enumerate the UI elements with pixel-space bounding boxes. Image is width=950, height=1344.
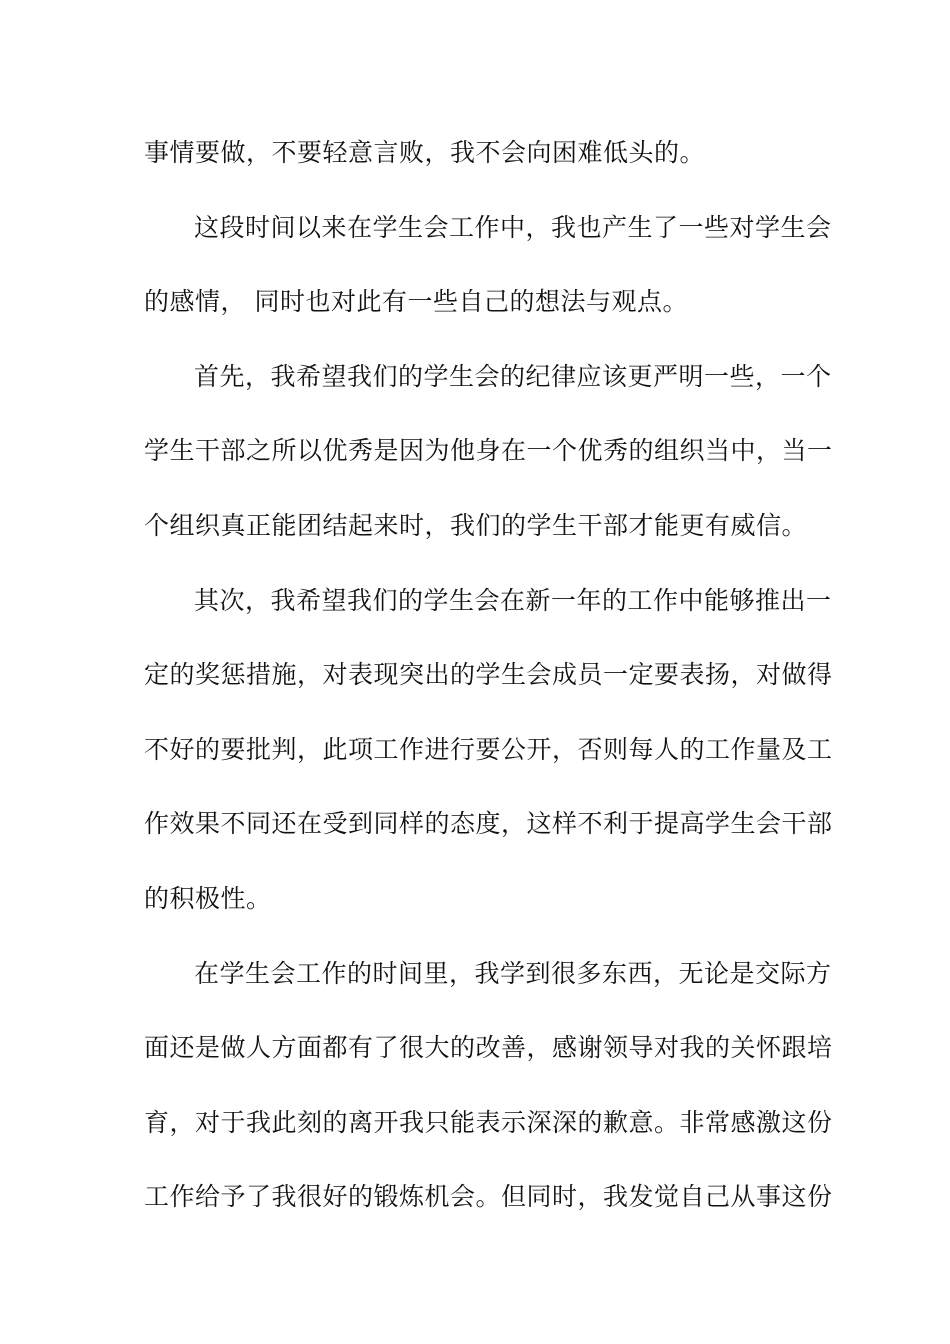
text-line: 作效果不同还在受到同样的态度，这样不利于提高学生会干部 — [144, 809, 833, 839]
text-line: 的感情， 同时也对此有一些自己的想法与观点。 — [144, 287, 688, 317]
text-line: 首先，我希望我们的学生会的纪律应该更严明一些，一个 — [194, 361, 832, 391]
text-line: 个组织真正能团结起来时，我们的学生干部才能更有威信。 — [144, 510, 808, 540]
text-line: 定的奖惩措施，对表现突出的学生会成员一定要表扬，对做得 — [144, 660, 833, 690]
text-line: 学生干部之所以优秀是因为他身在一个优秀的组织当中，当一 — [144, 436, 833, 466]
text-line: 在学生会工作的时间里，我学到很多东西，无论是交际方 — [194, 958, 832, 988]
text-line: 其次，我希望我们的学生会在新一年的工作中能够推出一 — [194, 585, 832, 615]
text-line: 的积极性。 — [144, 883, 272, 913]
text-line: 面还是做人方面都有了很大的改善，感谢领导对我的关怀跟培 — [144, 1033, 833, 1063]
text-line: 工作给予了我很好的锻炼机会。但同时，我发觉自己从事这份 — [144, 1182, 833, 1212]
text-line: 育，对于我此刻的离开我只能表示深深的歉意。非常感激这份 — [144, 1107, 833, 1137]
text-line: 这段时间以来在学生会工作中，我也产生了一些对学生会 — [194, 212, 832, 242]
text-line: 不好的要批判，此项工作进行要公开，否则每人的工作量及工 — [144, 734, 833, 764]
body-text — [144, 128, 833, 1247]
text-line: 事情要做，不要轻意言败，我不会向困难低头的。 — [144, 138, 706, 167]
